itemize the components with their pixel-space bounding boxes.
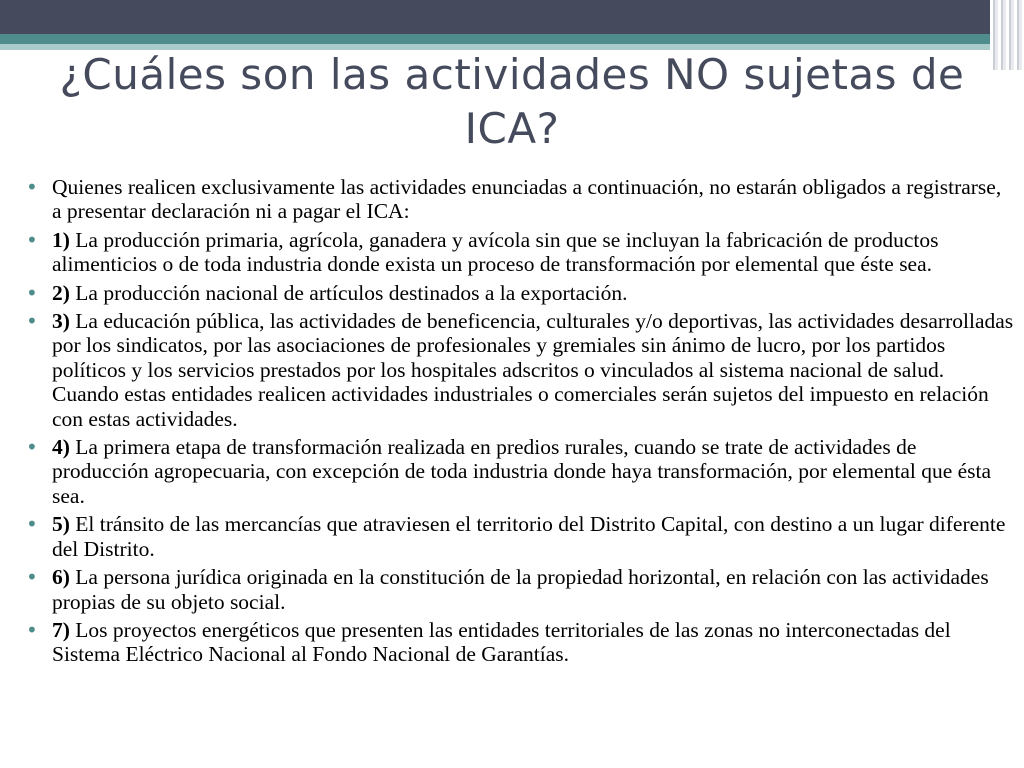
bullet-text: La producción nacional de artículos destinados a la exportación. [69, 280, 628, 305]
bullet-item-6 [26, 565, 1016, 614]
item-number: 3) [52, 309, 70, 334]
bullet-item-4 [26, 435, 1016, 508]
bullet-dot-icon: • [26, 617, 38, 642]
bullet-text: La producción primaria, agrícola, ganadera y avícola sin que se incluyan la fabricación de productos alimenticios o de toda industria donde exista un proceso de transformación por elemental que éste sea. [52, 227, 939, 277]
item-number: 2) [52, 280, 70, 305]
item-number: 7) [52, 617, 70, 642]
bullet-text: La primera etapa de transformación realizada en predios rurales, cuando se trate de actividades de producción agropecuaria, con excepción de toda industria donde haya transformación, por elemental que ésta sea. [52, 435, 992, 508]
bullet-dot-icon: • [26, 435, 38, 460]
item-number: 1) [52, 227, 70, 252]
bullet-text: La persona jurídica originada en la constitución de la propiedad horizontal, en relación con las actividades propias de su objeto social. [52, 565, 989, 614]
bullet-list [26, 175, 1016, 671]
bullet-item-intro [26, 175, 1016, 224]
bullet-item-1 [26, 228, 1016, 277]
bullet-dot-icon: • [26, 309, 38, 334]
bullet-text: El tránsito de las mercancías que atraviesen el territorio del Distrito Capital, con destino a un lugar diferente del Distrito. [52, 512, 1006, 561]
bullet-text: Los proyectos energéticos que presenten las entidades territoriales de las zonas no interconectadas del Sistema Eléctrico Nacional al Fondo Nacional de Garantías. [52, 617, 951, 667]
header-band [0, 0, 1024, 34]
bullet-item-7 [26, 618, 1016, 667]
bullet-text: La educación pública, las actividades de beneficencia, culturales y/o deportivas, las actividades desarrolladas por los sindicatos, por las asociaciones de profesionales y gremiales sin ánimo de lucro, por los partidos políticos y los servicios prestados por los hospitales adscritos o vinculados al sistema nacional de salud. Cuando estas entidades realicen actividades industriales o comerciales serán sujetos del impuesto en relación con estas actividades. [52, 309, 1014, 431]
item-number: 6) [52, 565, 70, 590]
bullet-dot-icon: • [26, 175, 38, 199]
bullet-item-2 [26, 281, 1016, 305]
header-teal-strip [0, 34, 1024, 44]
item-number: 4) [52, 435, 70, 460]
bullet-dot-icon: • [26, 227, 38, 252]
slide-title: ¿Cuáles son las actividades NO sujetas de ICA? [59, 50, 965, 153]
bullet-text: Quienes realicen exclusivamente las actividades enunciadas a continuación, no estarán obligados a registrarse, a presentar declaración ni a pagar el ICA: [52, 175, 1002, 224]
bullet-dot-icon: • [26, 280, 38, 305]
bullet-dot-icon: • [26, 565, 38, 590]
bullet-item-3 [26, 309, 1016, 431]
item-number: 5) [52, 512, 70, 537]
bullet-dot-icon: • [26, 512, 38, 537]
bullet-item-5 [26, 512, 1016, 561]
